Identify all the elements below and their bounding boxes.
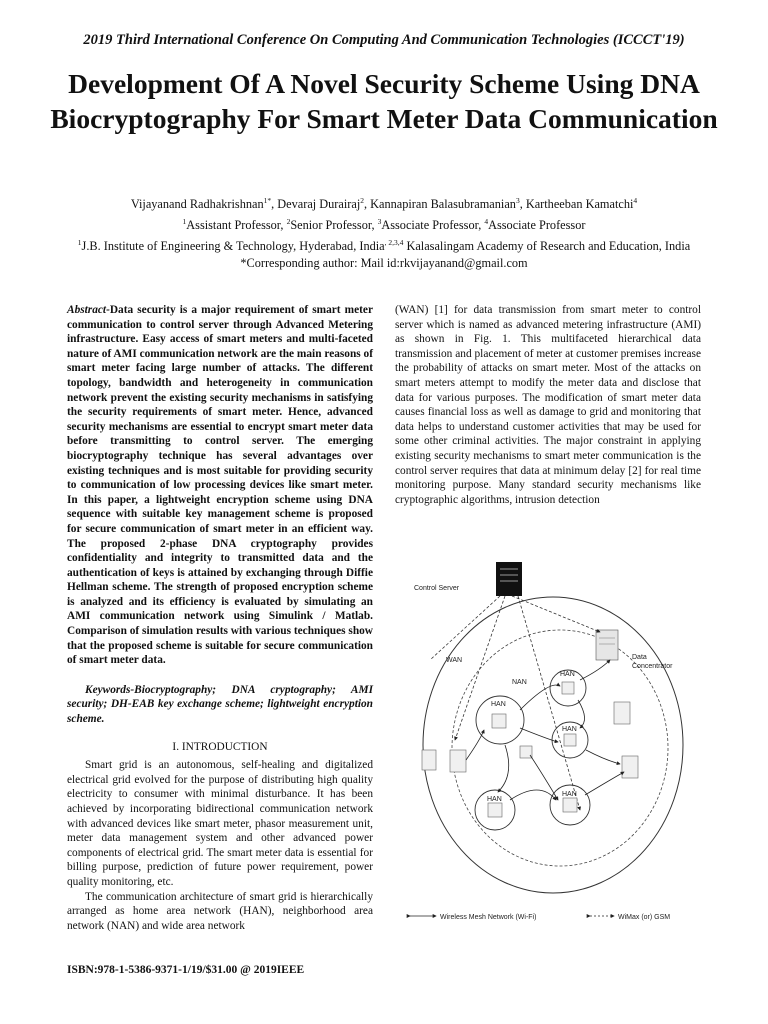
author-1: Vijayanand Radhakrishnan — [130, 197, 264, 212]
author-3: , Kannapiran Balasubramanian — [363, 197, 516, 212]
author-names — [60, 193, 708, 212]
legend-wimax-label: WiMax (or) GSM — [618, 914, 671, 921]
keywords: Keywords-Biocryptography; DNA cryptography; AMI security; DH-EAB key exchange scheme; lightweight encryption scheme. — [67, 683, 373, 726]
author-4: , Kartheeban Kamatchi — [519, 197, 634, 212]
paper-title: Development Of A Novel Security Scheme Using DNA Biocryptography For Smart Meter Data Communication — [50, 68, 718, 134]
han-label-5: HAN — [562, 791, 577, 798]
author-4-sup: 4 — [633, 196, 638, 205]
han-label-2: HAN — [560, 671, 575, 678]
legend-wifi-label: Wireless Mesh Network (Wi-Fi) — [440, 914, 537, 921]
footer-isbn: ISBN:978-1-5386-9371-1/19/$31.00 @ 2019IEEE — [67, 964, 305, 976]
corresponding-author: *Corresponding author: Mail id:rkvijayanand@gmail.com — [240, 256, 528, 271]
data-concentrator-label-2: Concentrator — [632, 663, 673, 670]
server-icon — [496, 562, 522, 596]
han-label-3: HAN — [562, 726, 577, 733]
abstract-lead: Abstract- — [67, 304, 110, 316]
legend — [410, 914, 670, 921]
abstract — [67, 303, 373, 668]
left-column — [67, 303, 373, 933]
author-block — [60, 193, 708, 273]
data-concentrator-icon — [596, 630, 618, 660]
ami-architecture-figure — [400, 560, 710, 930]
author-1-sup: 1* — [263, 196, 272, 205]
intro-paragraph-1: Smart grid is an autonomous, self-healing and digitalized electrical grid evolved for the purpose of distributing high quality electricity to consumer with minimal disturbance. It has been achieved by incorporating bidirectional communication network with advanced devices like smart meter, phasor measurement unit, meter data management system and other advanced power components of electrical grid. The smart meter data is essential for billing purpose, prediction of future power requirement, power quality monitoring, etc. — [67, 759, 373, 888]
intro-paragraph-2: The communication architecture of smart grid is hierarchically arranged as home area network (HAN), neighborhood area network (NAN) and wide area network — [67, 890, 373, 932]
han-label-4: HAN — [487, 796, 502, 803]
conference-header: 2019 Third International Conference On Computing And Communication Technologies (ICCCT'19) — [83, 32, 685, 48]
control-server-label: Control Server — [414, 585, 460, 592]
author-affiliation: $^1$J.B. Institute of Engineering & Technology, Hyderabad, India$^{, 2,3,4}$ Kalasalingam Academy of Research and Education, India — [77, 238, 691, 254]
section-heading-introduction: I. INTRODUCTION — [172, 740, 268, 753]
right-column — [395, 303, 701, 507]
author-roles: $^1$Assistant Professor, $^2$Senior Professor, $^3$Associate Professor, $^4$Associate Professor — [182, 217, 586, 233]
han-label-1: HAN — [491, 701, 506, 708]
author-2-sup: 2 — [360, 196, 364, 205]
right-paragraph-1: (WAN) [1] for data transmission from smart meter to control server which is named as advanced metering infrastructure (AMI) as shown in Fig. 1. This multifaceted hierarchical data transmission and placement of meter at customer premises increase the probability of attacks on smart meter. Most of the attacks on smart meters attempt to modify the meter data and disclose that data for various purposes. The modification of smart meter data causes financial loss as well as damage to grid and monitoring that data helps to understand customer activities that may be used for some other criminal activities. The major constraint in applying existing security mechanisms to smart meter communication is the control server requires that data at minimum delay [2] for real time monitoring purpose. Many standard security mechanisms like cryptographic algorithms, intrusion detection — [395, 304, 701, 506]
data-concentrator-label-1: Data — [632, 654, 647, 661]
author-3-sup: 3 — [515, 196, 520, 205]
nan-label: NAN — [512, 679, 527, 686]
author-2: , Devaraj Durairaj — [271, 197, 361, 212]
wan-label: WAN — [446, 657, 463, 664]
abstract-text: Data security is a major requirement of smart meter communication to control server through Advanced Metering infrastructure. Easy access of smart meters and multi-faceted nature of AMI communication network are the main reasons of smart meter facing large number of attacks. The different topology, bandwidth and heterogeneity in communication network prevent the existing security mechanisms in satisfying the security requirements of smart meter. Hence, advanced security mechanisms are essential to encrypt smart meter data before transmitting to control server. The emerging biocryptography technique has several advantages over existing techniques and is most suitable for providing security to communication of low processing devices like smart meter. In this paper, a lightweight encryption scheme using DNA sequence with suitable key management scheme is proposed for secure communication of smart meter in an efficient way. The proposed 2-phase DNA cryptography provides confidentiality and integrity to transmitted data and the authentication of keys is attained by exchanging through Diffie Hellman scheme. The strength of proposed encryption scheme is analyzed and its efficiency is evaluated by simulating an AMI communication network using Simulink / Matlab. Comparison of simulation results with various techniques show that the proposed scheme is suitable for secure communication of smart meter data. — [67, 304, 373, 667]
smart-meter-icon — [422, 682, 638, 817]
